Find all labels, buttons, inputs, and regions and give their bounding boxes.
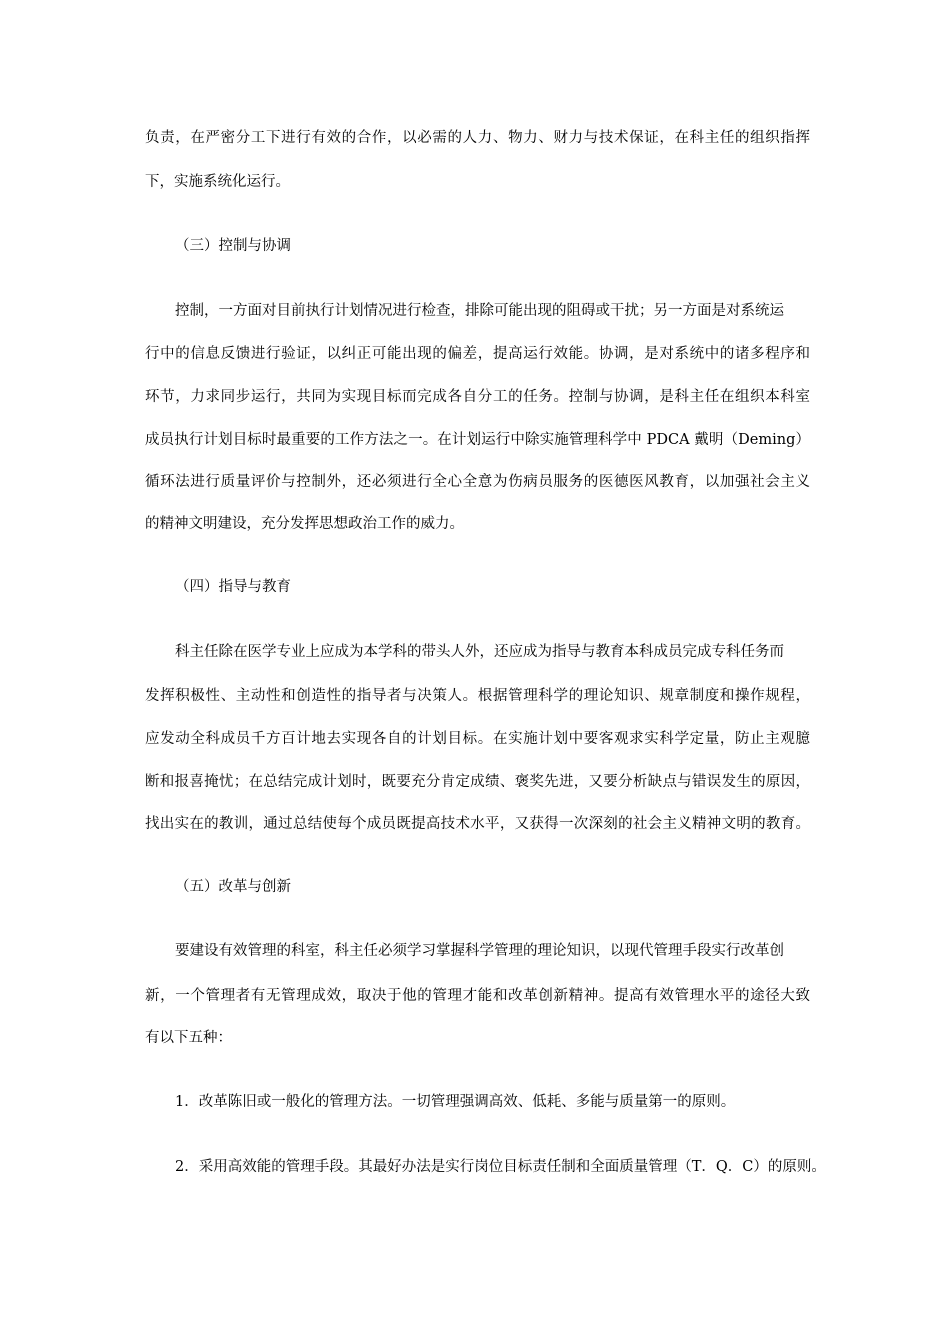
- paragraph-line: 循环法进行质量评价与控制外，还必须进行全心全意为伤病员服务的医德医风教育，以加强社会主义: [145, 474, 810, 490]
- paragraph-line: 断和报喜掩忧；在总结完成计划时，既要充分肯定成绩、褒奖先进，又要分析缺点与错误发生的原因，: [145, 774, 810, 790]
- paragraph-line: 科主任除在医学专业上应成为本学科的带头人外，还应成为指导与教育本科成员完成专科任务而: [175, 644, 784, 660]
- section-heading-3: （三）控制与协调: [175, 238, 291, 254]
- list-item-2: 2．采用高效能的管理手段。其最好办法是实行岗位目标责任制和全面质量管理（T．Q．C）的原则。: [175, 1159, 826, 1175]
- list-item-1: 1．改革陈旧或一般化的管理方法。一切管理强调高效、低耗、多能与质量第一的原则。: [175, 1094, 736, 1110]
- paragraph-line: 的精神文明建设，充分发挥思想政治工作的威力。: [145, 516, 464, 532]
- paragraph-line: 有以下五种：: [145, 1030, 232, 1046]
- paragraph-line: 成员执行计划目标时最重要的工作方法之一。在计划运行中除实施管理科学中 PDCA 戴明（Deming）: [145, 432, 810, 448]
- paragraph-line: 负责，在严密分工下进行有效的合作，以必需的人力、物力、财力与技术保证，在科主任的组织指挥: [145, 130, 810, 146]
- paragraph-line: 应发动全科成员千方百计地去实现各自的计划目标。在实施计划中要客观求实科学定量，防止主观臆: [145, 731, 810, 747]
- section-heading-5: （五）改革与创新: [175, 879, 291, 895]
- section-heading-4: （四）指导与教育: [175, 579, 291, 595]
- paragraph-line: 要建设有效管理的科室，科主任必须学习掌握科学管理的理论知识，以现代管理手段实行改革创: [175, 943, 784, 959]
- paragraph-line: 新，一个管理者有无管理成效，取决于他的管理才能和改革创新精神。提高有效管理水平的途径大致: [145, 988, 810, 1004]
- paragraph-line: 控制，一方面对目前执行计划情况进行检查，排除可能出现的阻碍或干扰；另一方面是对系统运: [175, 303, 784, 319]
- paragraph-line: 下，实施系统化运行。: [145, 174, 290, 190]
- paragraph-line: 发挥积极性、主动性和创造性的指导者与决策人。根据管理科学的理论知识、规章制度和操作规程，: [145, 688, 810, 704]
- paragraph-line: 找出实在的教训，通过总结使每个成员既提高技术水平，又获得一次深刻的社会主义精神文明的教育。: [145, 816, 810, 832]
- paragraph-line: 环节，力求同步运行，共同为实现目标而完成各自分工的任务。控制与协调，是科主任在组织本科室: [145, 389, 810, 405]
- paragraph-line: 行中的信息反馈进行验证，以纠正可能出现的偏差，提高运行效能。协调，是对系统中的诸多程序和: [145, 346, 810, 362]
